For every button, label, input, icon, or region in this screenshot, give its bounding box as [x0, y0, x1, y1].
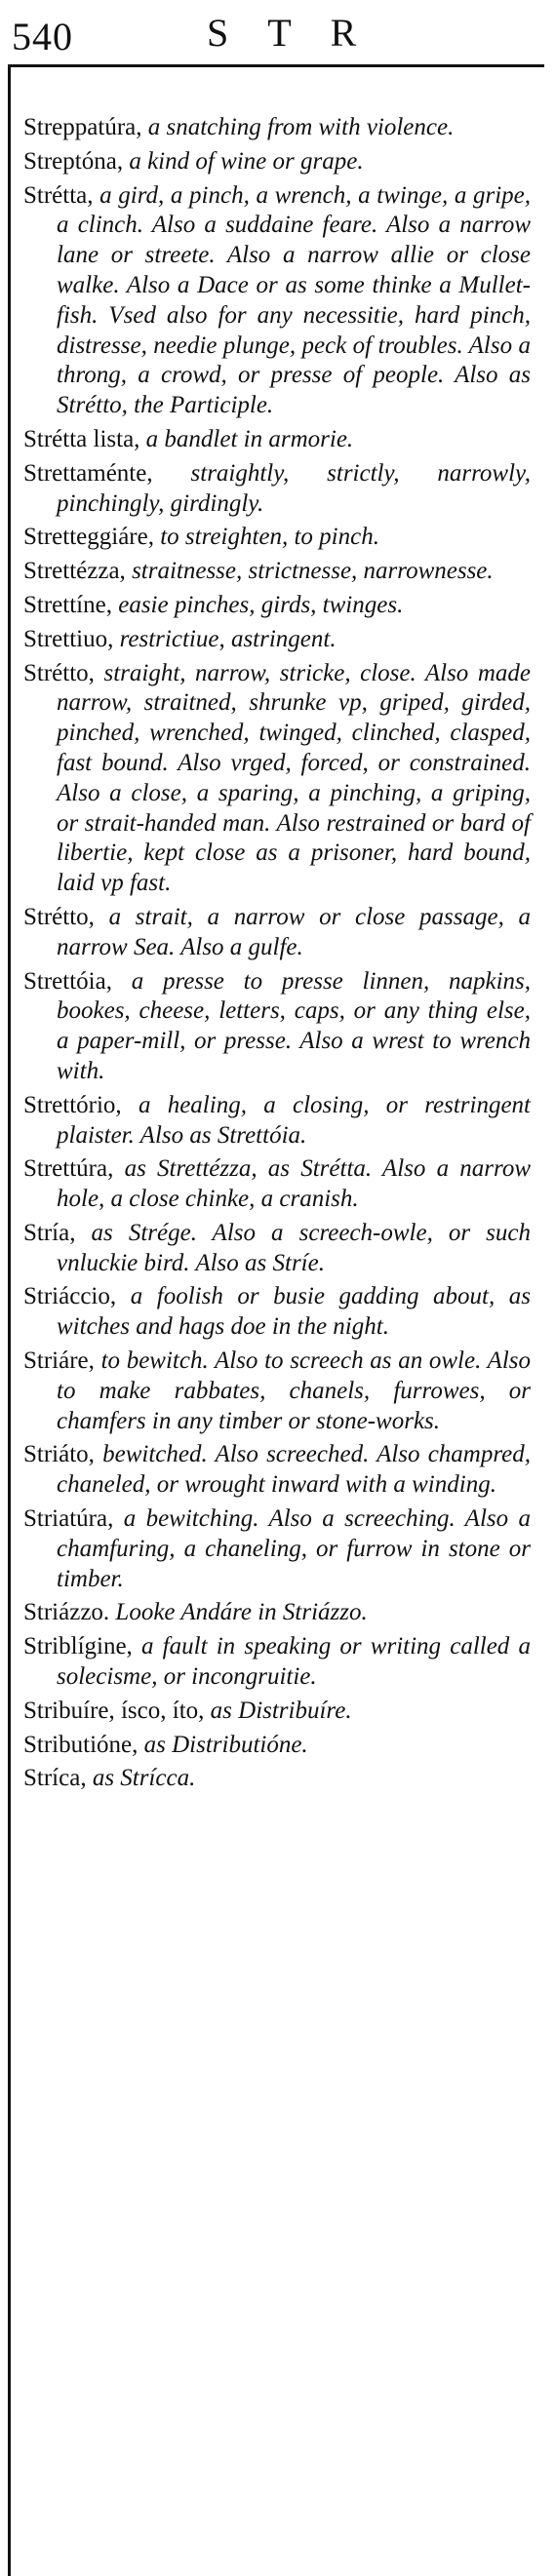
definition: easie pinches, girds, twinges.: [118, 591, 404, 618]
dictionary-entry: [23, 425, 531, 455]
headword: Strettúra,: [23, 1155, 114, 1183]
headword: Strettézza,: [23, 558, 126, 585]
dictionary-entry: [23, 625, 531, 655]
headword: Strettiuo,: [23, 625, 114, 652]
dictionary-entry: [23, 181, 531, 421]
dictionary-entry: [23, 967, 531, 1087]
headword: Stretteggiáre,: [23, 524, 154, 551]
headword: Strettaménte,: [23, 459, 153, 487]
headword: Streppatúra,: [23, 114, 142, 140]
dictionary-entry: [23, 459, 531, 520]
dictionary-entry: [23, 903, 531, 963]
definition: a bewitching. Also a screeching. Also a chamfuring, a chaneling, or furrow in stone or timber.: [57, 1505, 531, 1592]
headword: Strettíne,: [23, 591, 112, 618]
headword: Stríca,: [23, 1765, 87, 1792]
definition: as Strége. Also a screech-owle, or such vnluckie bird. Also as Stríe.: [57, 1219, 531, 1276]
headword: Striatúra,: [23, 1505, 114, 1533]
definition: a snatching from with violence.: [147, 114, 455, 140]
dictionary-entry: [23, 147, 531, 177]
headword: Strétto,: [23, 659, 95, 686]
dictionary-entry: [23, 557, 531, 587]
headword: Streptóna,: [23, 147, 124, 175]
headword: Strétto,: [23, 903, 95, 930]
headword: Strettóia,: [23, 967, 112, 995]
definition: as Distribuíre.: [210, 1697, 352, 1724]
definition: restrictiue, astringent.: [119, 625, 337, 652]
dictionary-entry: [23, 1347, 531, 1436]
column-rule: [8, 64, 11, 2576]
dictionary-entry: [23, 1764, 531, 1794]
definition: a fault in speaking or writing called a solecisme, or incongruitie.: [57, 1633, 531, 1691]
dictionary-entry: [23, 1731, 531, 1761]
dictionary-entry: [23, 1091, 531, 1151]
definition: a healing, a closing, or restringent plaister. Also as Strettóia.: [57, 1091, 531, 1149]
definition: straight, narrow, stricke, close. Also made narrow, straitned, shrunke vp, griped, girded, pinched, wrenched, twinged, clinched, clasped, fast bound. Also vrged, forced, or constrained. Also a close, a sparing, a pinching, a griping, or strait-handed man. Also restrained or bard of libertie, kept close as a prisoner, hard bound, laid vp fast.: [57, 659, 531, 897]
dictionary-entry: [23, 591, 531, 621]
headword: Striáre,: [23, 1347, 95, 1375]
page-header: [0, 0, 555, 62]
definition: a kind of wine or grape.: [129, 147, 364, 175]
headword: Strétta,: [23, 181, 94, 209]
definition: straightly, strictly, narrowly, pinchingly, girdingly.: [57, 459, 531, 517]
headword: Stribuíre, ísco, íto,: [23, 1697, 205, 1724]
dictionary-entry: [23, 1440, 531, 1501]
dictionary-entry: [23, 1598, 531, 1628]
dictionary-column: [23, 113, 531, 1798]
dictionary-entry: [23, 1219, 531, 1279]
dictionary-entry: [23, 1697, 531, 1727]
headword: Striblígine,: [23, 1633, 133, 1660]
definition: to bewitch. Also to screech as an owle. Also to make rabbates, chanels, furrowes, or chamfers in any timber or stone-works.: [57, 1347, 532, 1434]
definition: bewitched. Also screeched. Also champred, chaneled, or wrought inward with a winding.: [57, 1441, 531, 1499]
headword: Stría,: [23, 1219, 76, 1246]
definition: a strait, a narrow or close passage, a narrow Sea. Also a gulfe.: [57, 903, 532, 960]
dictionary-entry: [23, 113, 531, 143]
headword: Stributióne,: [23, 1731, 139, 1758]
definition: as Strícca.: [92, 1765, 196, 1792]
header-rule: [8, 64, 544, 67]
definition: a bandlet in armorie.: [145, 425, 354, 452]
definition: Looke Andáre in Striázzo.: [115, 1599, 368, 1626]
dictionary-entry: [23, 1632, 531, 1693]
page-number: 540: [12, 15, 73, 59]
dictionary-entry: [23, 523, 531, 553]
definition: a gird, a pinch, a wrench, a twinge, a gripe, a clinch. Also a suddaine feare. Also a narrow lane or streete. Also a narrow allie or close walke. Also a Dace or as some thinke a Mullet-fish. Vsed also for any necessitie, hard pinch, distresse, needie plunge, peck of troubles. Also a throng, a crowd, or presse of people. Also as Strétto, the Participle.: [57, 181, 531, 419]
headword: Striázzo.: [23, 1599, 110, 1626]
definition: a foolish or busie gadding about, as witches and hags doe in the night.: [57, 1283, 532, 1341]
definition: as Distributióne.: [143, 1731, 308, 1758]
dictionary-entry: [23, 1504, 531, 1594]
headword: Strétta lista,: [23, 425, 140, 452]
definition: as Strettézza, as Strétta. Also a narrow hole, a close chinke, a cranish.: [57, 1155, 532, 1213]
definition: to streighten, to pinch.: [160, 524, 379, 551]
dictionary-entry: [23, 659, 531, 899]
definition: a presse to presse linnen, napkins, bookes, cheese, letters, caps, or any thing else, a paper-mill, or presse. Also a wrest to wrench with.: [57, 967, 532, 1084]
headword: Striáto,: [23, 1441, 95, 1468]
running-head: STR: [207, 11, 396, 55]
dictionary-entry: [23, 1154, 531, 1215]
definition: straitnesse, strictnesse, narrownesse.: [132, 558, 494, 585]
headword: Strettório,: [23, 1091, 122, 1118]
dictionary-entry: [23, 1282, 531, 1343]
headword: Striáccio,: [23, 1283, 117, 1310]
